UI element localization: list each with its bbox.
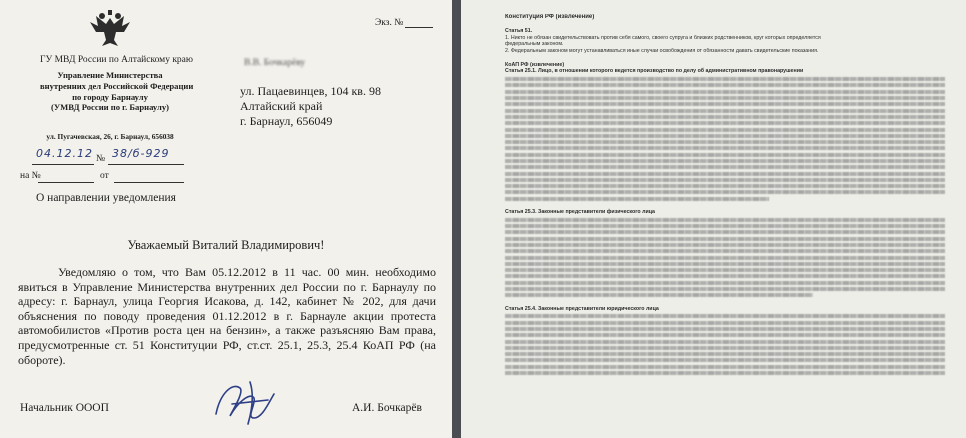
- recipient-address-line: г. Барнаул, 656049: [240, 113, 333, 128]
- agency-short-name: ГУ МВД России по Алтайскому краю: [40, 55, 193, 65]
- koap-heading: КоАП РФ (извлечение): [505, 62, 565, 69]
- article-25-1-title: Статья 25.1. Лицо, в отношении которого ведется производство по делу об административном правонарушении: [505, 68, 804, 75]
- article-51-title: Статья 51.: [505, 28, 533, 35]
- doc-number: 38/б-929: [112, 147, 170, 160]
- doc-number-sign: №: [96, 154, 106, 164]
- copy-number-line: [405, 27, 433, 28]
- article-25-4-text: [505, 314, 945, 375]
- recipient-name: В.В. Бочкарёву: [244, 58, 306, 68]
- agency-address: ул. Пугачевская, 26, г. Барнаул, 656038: [46, 132, 174, 141]
- doc-number-field: [108, 149, 184, 165]
- article-25-1-text: [505, 77, 945, 201]
- double-headed-eagle-emblem-icon: [88, 10, 132, 50]
- article-51-line: федеральным законом.: [505, 41, 564, 48]
- doc-date-field: [32, 149, 94, 165]
- agency-line: внутренних дел Российской Федерации: [40, 80, 194, 91]
- reference-line: [38, 182, 94, 183]
- legal-extracts-content: [505, 14, 945, 377]
- legal-extracts-page: [461, 0, 966, 438]
- article-25-4-title: Статья 25.4. Законные представители юридического лица: [505, 305, 659, 312]
- reference-from-line: [114, 182, 184, 183]
- agency-line: по городу Барнаулу: [72, 91, 148, 102]
- recipient-address-line: Алтайский край: [240, 98, 323, 113]
- signer-name: А.И. Бочкарёв: [352, 402, 422, 414]
- agency-line: Управление Министерства: [57, 70, 163, 80]
- reference-label: на №: [20, 171, 41, 181]
- letter-body: Уведомляю о том, что Вам 05.12.2012 в 11 час. 00 мин. необходимо явиться в Управление Министерства внутренних дел России по г. Барнаулу по адресу: г. Барнаул, улица Георгия Исакова, д. 142, кабинет № 202, для дачи объяснения по поводу проведения 01.12.2012 в г. Барнауле акции протеста автомобилистов «Против роста цен на бензин», а также разъясняю Вам права, предусмотренные ст. 51 Конституции РФ, ст.ст. 25.1, 25.3, 25.4 КоАП РФ (на обороте).: [18, 265, 436, 367]
- copy-number-label: Экз. №: [375, 18, 404, 28]
- article-25-3-title: Статья 25.3. Законные представители физического лица: [505, 209, 655, 216]
- doc-date: 04.12.12: [36, 147, 93, 160]
- greeting: Уважаемый Виталий Владимирович!: [127, 238, 325, 252]
- agency-line: (УМВД России по г. Барнаулу): [50, 102, 169, 113]
- recipient-address-line: ул. Пацаевинцев, 104 кв. 98: [240, 84, 381, 98]
- agency-full-name: [40, 70, 194, 113]
- recipient-address: [240, 84, 381, 128]
- article-51-line: 1. Никто не обязан свидетельствовать против себя самого, своего супруга и близких родственников, круг которых определяется: [505, 34, 821, 41]
- notification-letter: [0, 0, 452, 438]
- letter-subject: О направлении уведомления: [36, 192, 176, 204]
- constitution-heading: Конституция РФ (извлечение): [505, 14, 595, 20]
- signature: [210, 374, 280, 426]
- article-25-3-text: [505, 218, 945, 298]
- reference-from-label: от: [100, 171, 109, 181]
- signer-title: Начальник ОООП: [20, 402, 109, 414]
- article-51-line: 2. Федеральным законом могут устанавливаться иные случаи освобождения от обязанности давать свидетельские показания.: [505, 47, 819, 54]
